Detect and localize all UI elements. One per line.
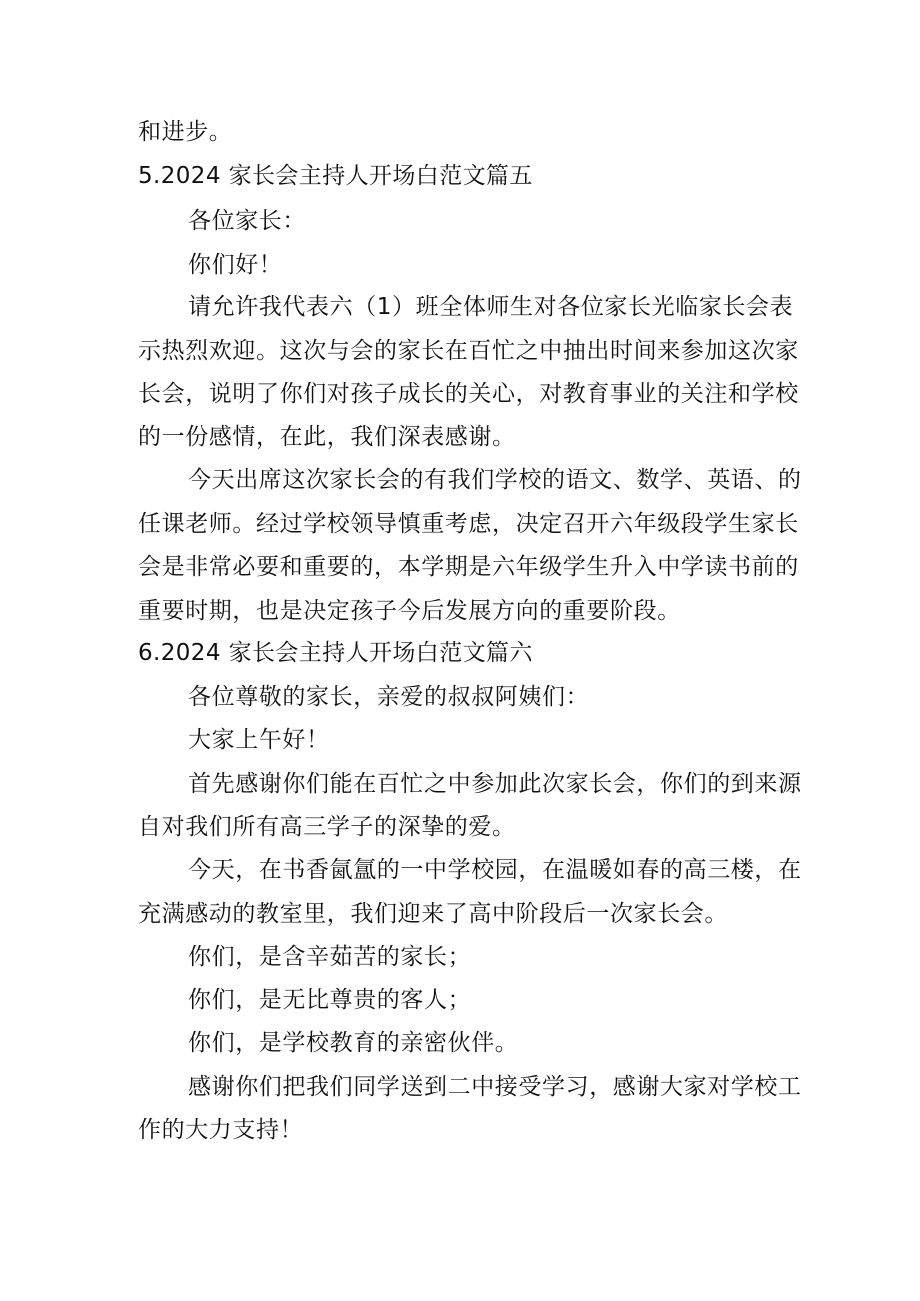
paragraph-line: 请允许我代表六（1）班全体师生对各位家长光临家长会表 [188,294,794,320]
paragraph-line: 你们，是学校教育的亲密伙伴。 [188,1030,519,1056]
section-heading-6: 6.2024 家长会主持人开场白范文篇六 [138,640,533,666]
paragraph-line: 首先感谢你们能在百忙之中参加此次家长会，你们的到来源 [188,771,802,797]
paragraph-line: 会是非常必要和重要的，本学期是六年级学生升入中学读书前的 [138,554,799,580]
paragraph-line: 自对我们所有高三学子的深挚的爱。 [138,814,516,840]
paragraph-line: 作的大力支持！ [138,1117,304,1143]
paragraph-line: 充满感动的教室里，我们迎来了高中阶段后一次家长会。 [138,901,728,927]
salutation: 各位家长： [188,208,306,234]
paragraph-line: 今天出席这次家长会的有我们学校的语文、数学、英语、的 [188,467,802,493]
greeting: 大家上午好！ [188,727,330,753]
paragraph-line: 的一份感情，在此，我们深表感谢。 [138,424,516,450]
paragraph-line: 任课老师。经过学校领导慎重考虑，决定召开六年级段学生家长 [138,511,799,537]
paragraph-line: 和进步。 [138,119,233,145]
paragraph-line: 你们，是无比尊贵的客人； [188,987,472,1013]
section-heading-5: 5.2024 家长会主持人开场白范文篇五 [138,163,533,189]
paragraph-line: 示热烈欢迎。这次与会的家长在百忙之中抽出时间来参加这次家 [138,338,799,364]
paragraph-line: 长会，说明了你们对孩子成长的关心，对教育事业的关注和学校 [138,381,799,407]
paragraph-line: 感谢你们把我们同学送到二中接受学习，感谢大家对学校工 [188,1074,802,1100]
paragraph-line: 你们，是含辛茹苦的家长； [188,944,472,970]
greeting: 你们好！ [188,252,283,278]
salutation: 各位尊敬的家长，亲爱的叔叔阿姨们： [188,684,590,710]
paragraph-line: 重要时期，也是决定孩子今后发展方向的重要阶段。 [138,598,681,624]
paragraph-line: 今天，在书香氤氲的一中学校园，在温暖如春的高三楼，在 [188,857,802,883]
